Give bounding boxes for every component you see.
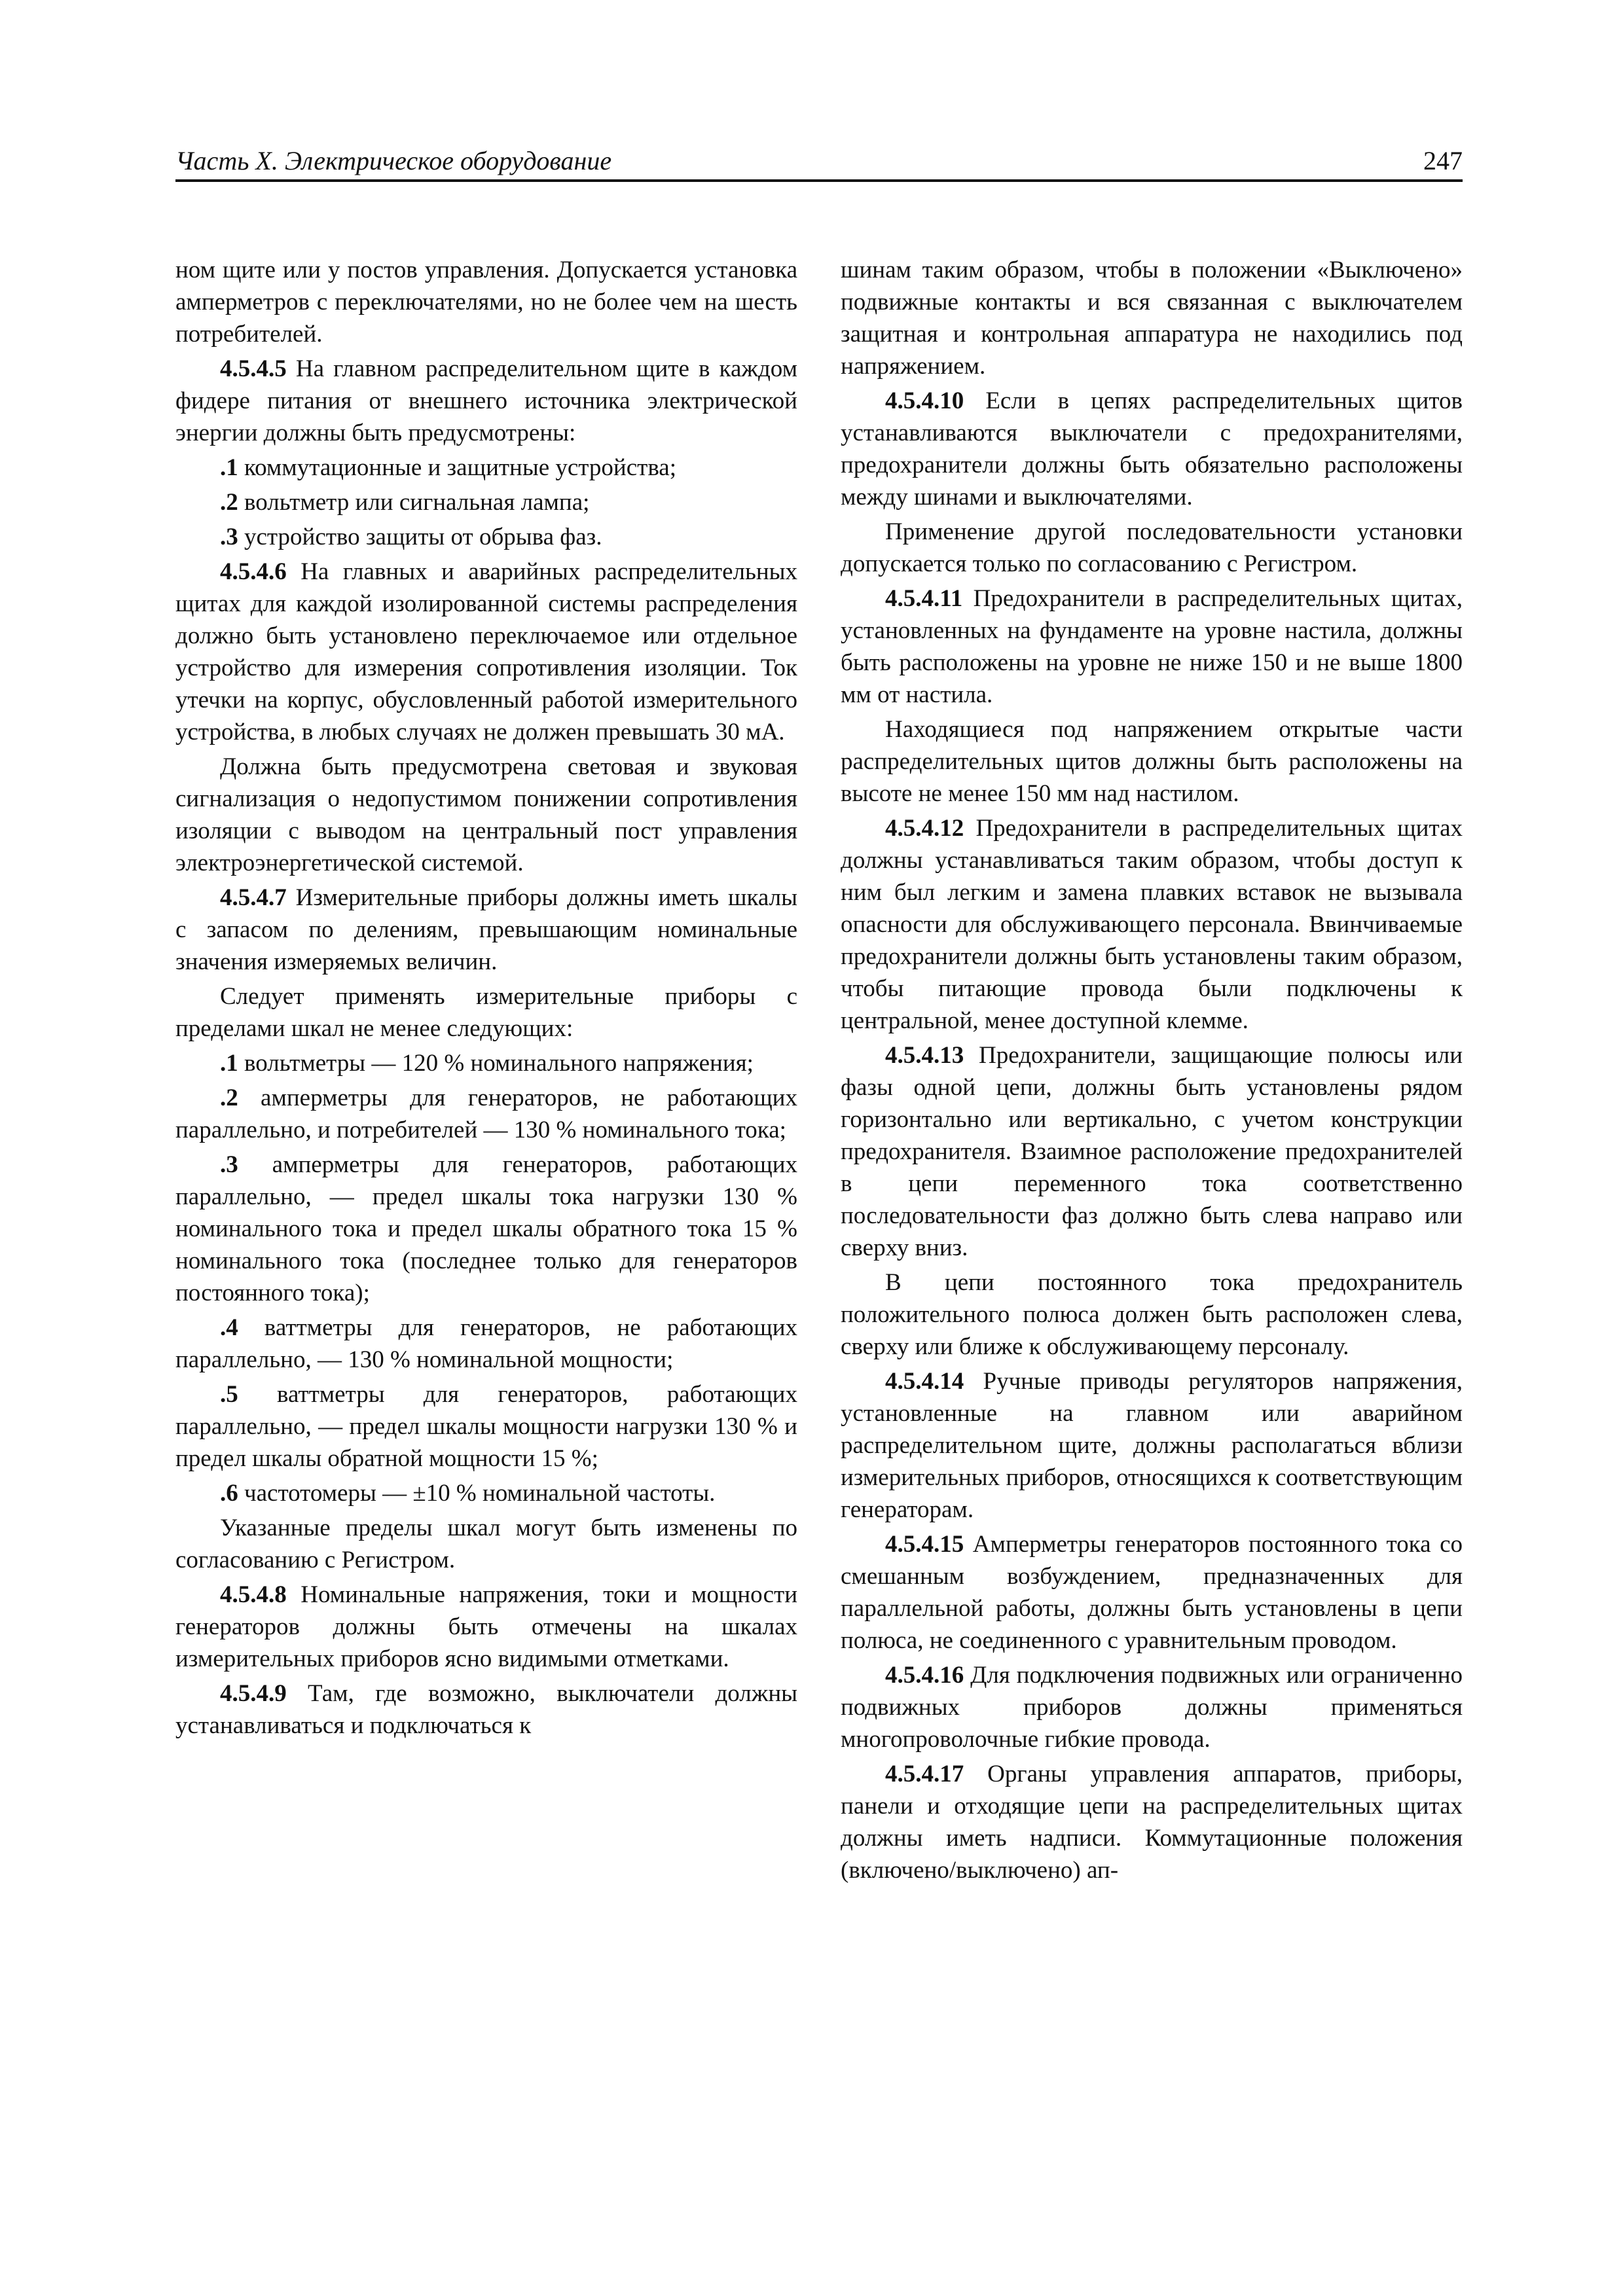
clause-number: 4.5.4.15 [885, 1531, 964, 1558]
paragraph [175, 751, 797, 879]
paragraph [841, 1758, 1463, 1886]
clause-number: .2 [220, 489, 238, 516]
paragraph [841, 1528, 1463, 1657]
paragraph [175, 1512, 797, 1576]
paragraph-text: Для подключения подвижных или ограниченно подвижных приборов должны применяться многопроволочные гибкие провода. [841, 1662, 1463, 1753]
paragraph-text: Если в цепях распределительных щитов устанавливаются выключатели с предохранителями, предохранители должны быть обязательно расположены между шинами и выключателями. [841, 387, 1463, 511]
clause-number: .4 [220, 1314, 238, 1341]
paragraph-text: ваттметры для генераторов, не работающих параллельно, — 130 % номинальной мощности; [175, 1314, 797, 1373]
paragraph [841, 1039, 1463, 1264]
left-column [175, 254, 797, 1744]
paragraph [175, 1477, 797, 1509]
paragraph-text: ном щите или у постов управления. Допускается установка амперметров с переключателями, но не более чем на шесть потребителей. [175, 257, 797, 348]
paragraph [175, 980, 797, 1045]
paragraph [175, 254, 797, 350]
paragraph [841, 516, 1463, 580]
paragraph [841, 1659, 1463, 1755]
clause-number: 4.5.4.13 [885, 1042, 964, 1069]
paragraph-text: ваттметры для генераторов, работающих параллельно, — предел шкалы мощности нагрузки 130 % и предел шкалы обратной мощности 15 %; [175, 1381, 797, 1472]
clause-number: .3 [220, 1151, 238, 1178]
paragraph-text: Применение другой последовательности установки допускается только по согласованию с Регистром. [841, 518, 1463, 577]
paragraph [175, 521, 797, 553]
clause-number: .2 [220, 1085, 238, 1111]
right-column [841, 254, 1463, 1889]
clause-number: 4.5.4.8 [220, 1581, 287, 1608]
paragraph [175, 1047, 797, 1079]
clause-number: 4.5.4.16 [885, 1662, 964, 1689]
paragraph-text: Амперметры генераторов постоянного тока со смешанным возбуждением, предназначенных для параллельной работы, должны быть установлены в цепи полюса, не соединенного с уравнительным проводом. [841, 1531, 1463, 1654]
paragraph [841, 385, 1463, 513]
paragraph-text: Должна быть предусмотрена световая и звуковая сигнализация о недопустимом понижении сопротивления изоляции с выводом на центральный пост управления электроэнергетической системой. [175, 753, 797, 876]
paragraph-text: Измерительные приборы должны иметь шкалы с запасом по делениям, превышающим номинальные значения измеряемых величин. [175, 884, 797, 975]
paragraph [175, 486, 797, 518]
paragraph [175, 556, 797, 748]
paragraph-text: В цепи постоянного тока предохранитель положительного полюса должен быть расположен слева, сверху или ближе к обслуживающему персоналу. [841, 1269, 1463, 1360]
paragraph [841, 812, 1463, 1037]
paragraph-text: вольтметр или сигнальная лампа; [238, 489, 590, 516]
paragraph [175, 1378, 797, 1475]
paragraph-text: устройство защиты от обрыва фаз. [238, 524, 602, 550]
paragraph [841, 254, 1463, 382]
paragraph-text: вольтметры — 120 % номинального напряжения; [238, 1050, 754, 1077]
paragraph [175, 1579, 797, 1675]
clause-number: 4.5.4.9 [220, 1680, 287, 1707]
page-header [175, 145, 1463, 182]
page-number: 247 [1423, 146, 1463, 175]
paragraph-text: Предохранители в распределительных щитах должны устанавливаться таким образом, чтобы доступ к ним был легким и замена плавких вставок не вызывала опасности для обслуживающего персонала. Ввинчиваемые предохранители должны быть установлены таким образом, чтобы питающие провода были подключены к центральной, менее доступной клемме. [841, 815, 1463, 1034]
clause-number: 4.5.4.6 [220, 558, 287, 585]
paragraph-text: На главном распределительном щите в каждом фидере питания от внешнего источника электрической энергии должны быть предусмотрены: [175, 355, 797, 446]
paragraph-text: Следует применять измерительные приборы с пределами шкал не менее следующих: [175, 983, 797, 1042]
paragraph [841, 1365, 1463, 1526]
paragraph-text: На главных и аварийных распределительных щитах для каждой изолированной системы распределения должно быть установлено переключаемое или отдельное устройство для измерения сопротивления изоляции. Ток утечки на корпус, обусловленный работой измерительного устройства, в любых случаях не должен превышать 30 мА. [175, 558, 797, 745]
paragraph-text: Органы управления аппаратов, приборы, панели и отходящие цепи на распределительных щитах должны иметь надписи. Коммутационные положения (включено/выключено) ап- [841, 1761, 1463, 1884]
paragraph [841, 1266, 1463, 1363]
paragraph [841, 583, 1463, 711]
paragraph [175, 882, 797, 978]
running-title: Часть X. Электрическое оборудование [175, 146, 612, 175]
paragraph-text: Указанные пределы шкал могут быть изменены по согласованию с Регистром. [175, 1515, 797, 1573]
paragraph-text: шинам таким образом, чтобы в положении «Выключено» подвижные контакты и вся связанная с выключателем защитная и контрольная аппаратура не находились под напряжением. [841, 257, 1463, 380]
paragraph [175, 353, 797, 449]
clause-number: 4.5.4.14 [885, 1368, 964, 1395]
paragraph [175, 1082, 797, 1146]
clause-number: 4.5.4.7 [220, 884, 287, 911]
clause-number: 4.5.4.12 [885, 815, 964, 842]
paragraph-text: Предохранители, защищающие полюсы или фазы одной цепи, должны быть установлены рядом горизонтально или вертикально, с учетом конструкции предохранителя. Взаимное расположение предохранителей в цепи переменного тока соответственно последовательности фаз должно быть слева направо или сверху вниз. [841, 1042, 1463, 1261]
paragraph-text: Находящиеся под напряжением открытые части распределительных щитов должны быть расположены на высоте не менее 150 мм над настилом. [841, 716, 1463, 807]
paragraph-text: амперметры для генераторов, работающих параллельно, — предел шкалы тока нагрузки 130 % номинального тока и предел шкалы обратного тока 15 % номинального тока (последнее только для генераторов постоянного тока); [175, 1151, 797, 1306]
paragraph-text: амперметры для генераторов, не работающих параллельно, и потребителей — 130 % номинального тока; [175, 1085, 797, 1143]
clause-number: 4.5.4.5 [220, 355, 287, 382]
clause-number: .6 [220, 1480, 238, 1507]
paragraph [175, 1677, 797, 1742]
clause-number: 4.5.4.17 [885, 1761, 964, 1787]
clause-number: 4.5.4.11 [885, 585, 963, 612]
clause-number: .1 [220, 454, 238, 481]
paragraph-text: Номинальные напряжения, токи и мощности генераторов должны быть отмечены на шкалах измерительных приборов ясно видимыми отметками. [175, 1581, 797, 1672]
paragraph [175, 1312, 797, 1376]
clause-number: 4.5.4.10 [885, 387, 964, 414]
clause-number: .3 [220, 524, 238, 550]
paragraph-text: Предохранители в распределительных щитах, установленных на фундаменте на уровне настила, должны быть расположены на уровне не ниже 150 и не выше 1800 мм от настила. [841, 585, 1463, 708]
paragraph-text: Ручные приводы регуляторов напряжения, установленные на главном или аварийном распределительном щите, должны располагаться вблизи измерительных приборов, относящихся к соответствующим генераторам. [841, 1368, 1463, 1523]
clause-number: .1 [220, 1050, 238, 1077]
paragraph-text: Там, где возможно, выключатели должны устанавливаться и подключаться к [175, 1680, 797, 1739]
paragraph [175, 452, 797, 484]
paragraph-text: частотомеры — ±10 % номинальной частоты. [238, 1480, 716, 1507]
paragraph [175, 1149, 797, 1309]
clause-number: .5 [220, 1381, 238, 1408]
paragraph [841, 713, 1463, 810]
paragraph-text: коммутационные и защитные устройства; [238, 454, 677, 481]
